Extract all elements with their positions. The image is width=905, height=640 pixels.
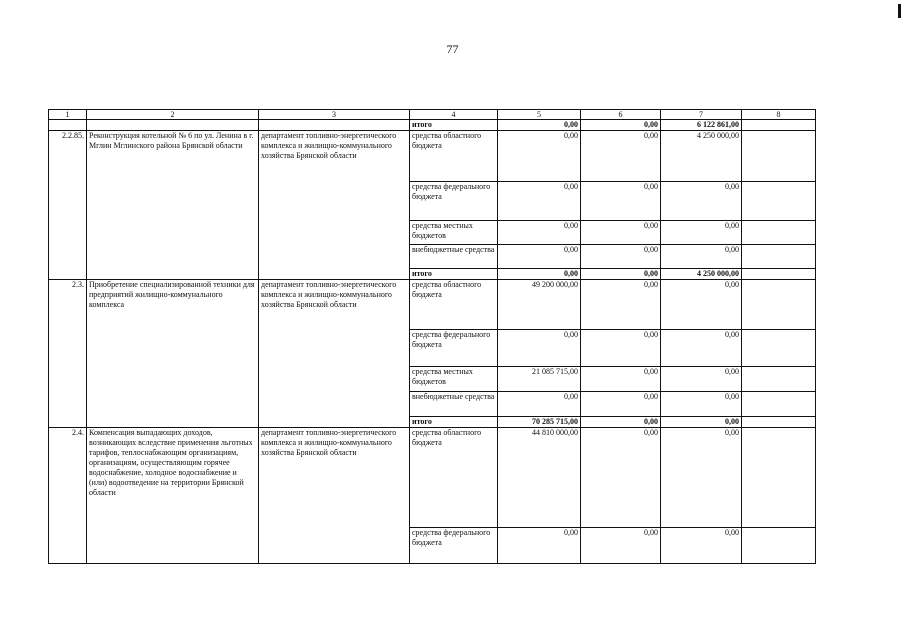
source-cell: средства федерального бюджета	[410, 528, 498, 564]
value-cell: 4 250 000,00	[661, 131, 742, 182]
header-col-6: 6	[581, 110, 661, 120]
source-cell: средства областного бюджета	[410, 131, 498, 182]
source-cell: итого	[410, 417, 498, 428]
value-cell: 0,00	[581, 392, 661, 417]
empty-cell	[742, 245, 816, 269]
value-cell: 0,00	[581, 280, 661, 330]
value-cell: 0,00	[661, 280, 742, 330]
header-col-2: 2	[87, 110, 259, 120]
header-row	[49, 110, 816, 120]
value-cell: 0,00	[661, 428, 742, 528]
value-cell: 4 250 000,00	[661, 269, 742, 280]
name-cell	[87, 120, 259, 131]
item-code: 2.3.	[49, 280, 87, 428]
item-code: 2.2.85.	[49, 131, 87, 280]
value-cell: 0,00	[661, 330, 742, 367]
value-cell: 0,00	[581, 367, 661, 392]
empty-cell	[742, 280, 816, 330]
value-cell: 0,00	[581, 120, 661, 131]
header-col-8: 8	[742, 110, 816, 120]
value-cell: 0,00	[661, 221, 742, 245]
empty-cell	[742, 131, 816, 182]
source-cell: внебюджетные средства	[410, 392, 498, 417]
header-col-5: 5	[498, 110, 581, 120]
table-row	[49, 120, 816, 131]
empty-cell	[742, 428, 816, 528]
value-cell: 0,00	[581, 131, 661, 182]
table-row	[49, 280, 816, 330]
value-cell: 0,00	[661, 417, 742, 428]
table-row	[49, 131, 816, 182]
item-code: 2.4.	[49, 428, 87, 564]
header-col-4: 4	[410, 110, 498, 120]
value-cell: 0,00	[661, 528, 742, 564]
source-cell: итого	[410, 269, 498, 280]
source-cell: средства федерального бюджета	[410, 330, 498, 367]
value-cell: 0,00	[498, 269, 581, 280]
empty-cell	[742, 367, 816, 392]
header-col-3: 3	[259, 110, 410, 120]
value-cell: 0,00	[581, 528, 661, 564]
empty-cell	[742, 221, 816, 245]
page-number: 77	[446, 42, 459, 56]
budget-table	[48, 109, 816, 564]
value-cell: 0,00	[498, 330, 581, 367]
value-cell: 0,00	[581, 269, 661, 280]
empty-cell	[742, 182, 816, 221]
value-cell: 0,00	[661, 367, 742, 392]
header-col-1: 1	[49, 110, 87, 120]
value-cell: 21 085 715,00	[498, 367, 581, 392]
value-cell: 0,00	[661, 182, 742, 221]
header-col-7: 7	[661, 110, 742, 120]
margin-mark	[898, 4, 901, 18]
empty-cell	[742, 330, 816, 367]
value-cell: 0,00	[581, 428, 661, 528]
value-cell: 0,00	[581, 417, 661, 428]
empty-cell	[742, 120, 816, 131]
source-cell: средства местных бюджетов	[410, 221, 498, 245]
value-cell: 0,00	[498, 182, 581, 221]
value-cell: 0,00	[661, 392, 742, 417]
item-name: Приобретение специализированной техники для предприятий жилищно-коммунального комплекса	[87, 280, 259, 428]
value-cell: 0,00	[498, 245, 581, 269]
executor-cell	[259, 120, 410, 131]
value-cell: 6 122 861,00	[661, 120, 742, 131]
value-cell: 0,00	[581, 182, 661, 221]
empty-cell	[742, 269, 816, 280]
source-cell: итого	[410, 120, 498, 131]
value-cell: 0,00	[498, 131, 581, 182]
item-executor: департамент топливно-энергетического комплекса и жилищно-коммунального хозяйства Брянской области	[259, 131, 410, 280]
empty-cell	[742, 528, 816, 564]
value-cell: 0,00	[498, 221, 581, 245]
code-cell	[49, 120, 87, 131]
source-cell: средства местных бюджетов	[410, 367, 498, 392]
item-executor: департамент топливно-энергетического комплекса и жилищно-коммунального хозяйства Брянской области	[259, 280, 410, 428]
table-row	[49, 428, 816, 528]
value-cell: 0,00	[498, 392, 581, 417]
value-cell: 0,00	[498, 528, 581, 564]
value-cell: 0,00	[581, 221, 661, 245]
value-cell: 49 200 000,00	[498, 280, 581, 330]
value-cell: 0,00	[581, 245, 661, 269]
value-cell: 0,00	[581, 330, 661, 367]
source-cell: средства федерального бюджета	[410, 182, 498, 221]
item-executor: департамент топливно-энергетического комплекса и жилищно-коммунального хозяйства Брянской области	[259, 428, 410, 564]
item-name: Реконструкция котельной № 6 по ул. Ленина в г. Мглин Мглинского района Брянской области	[87, 131, 259, 280]
item-name: Компенсация выпадающих доходов, возникающих вследствие применения льготных тарифов, теплоснабжающим организациям, организациям, осуществляющим горячее водоснабжение, холодное водоснабжение и (или) водоотведение на территории Брянской области	[87, 428, 259, 564]
value-cell: 0,00	[498, 120, 581, 131]
source-cell: средства областного бюджета	[410, 280, 498, 330]
value-cell: 0,00	[661, 245, 742, 269]
source-cell: внебюджетные средства	[410, 245, 498, 269]
empty-cell	[742, 392, 816, 417]
source-cell: средства областного бюджета	[410, 428, 498, 528]
value-cell: 70 285 715,00	[498, 417, 581, 428]
value-cell: 44 810 000,00	[498, 428, 581, 528]
empty-cell	[742, 417, 816, 428]
